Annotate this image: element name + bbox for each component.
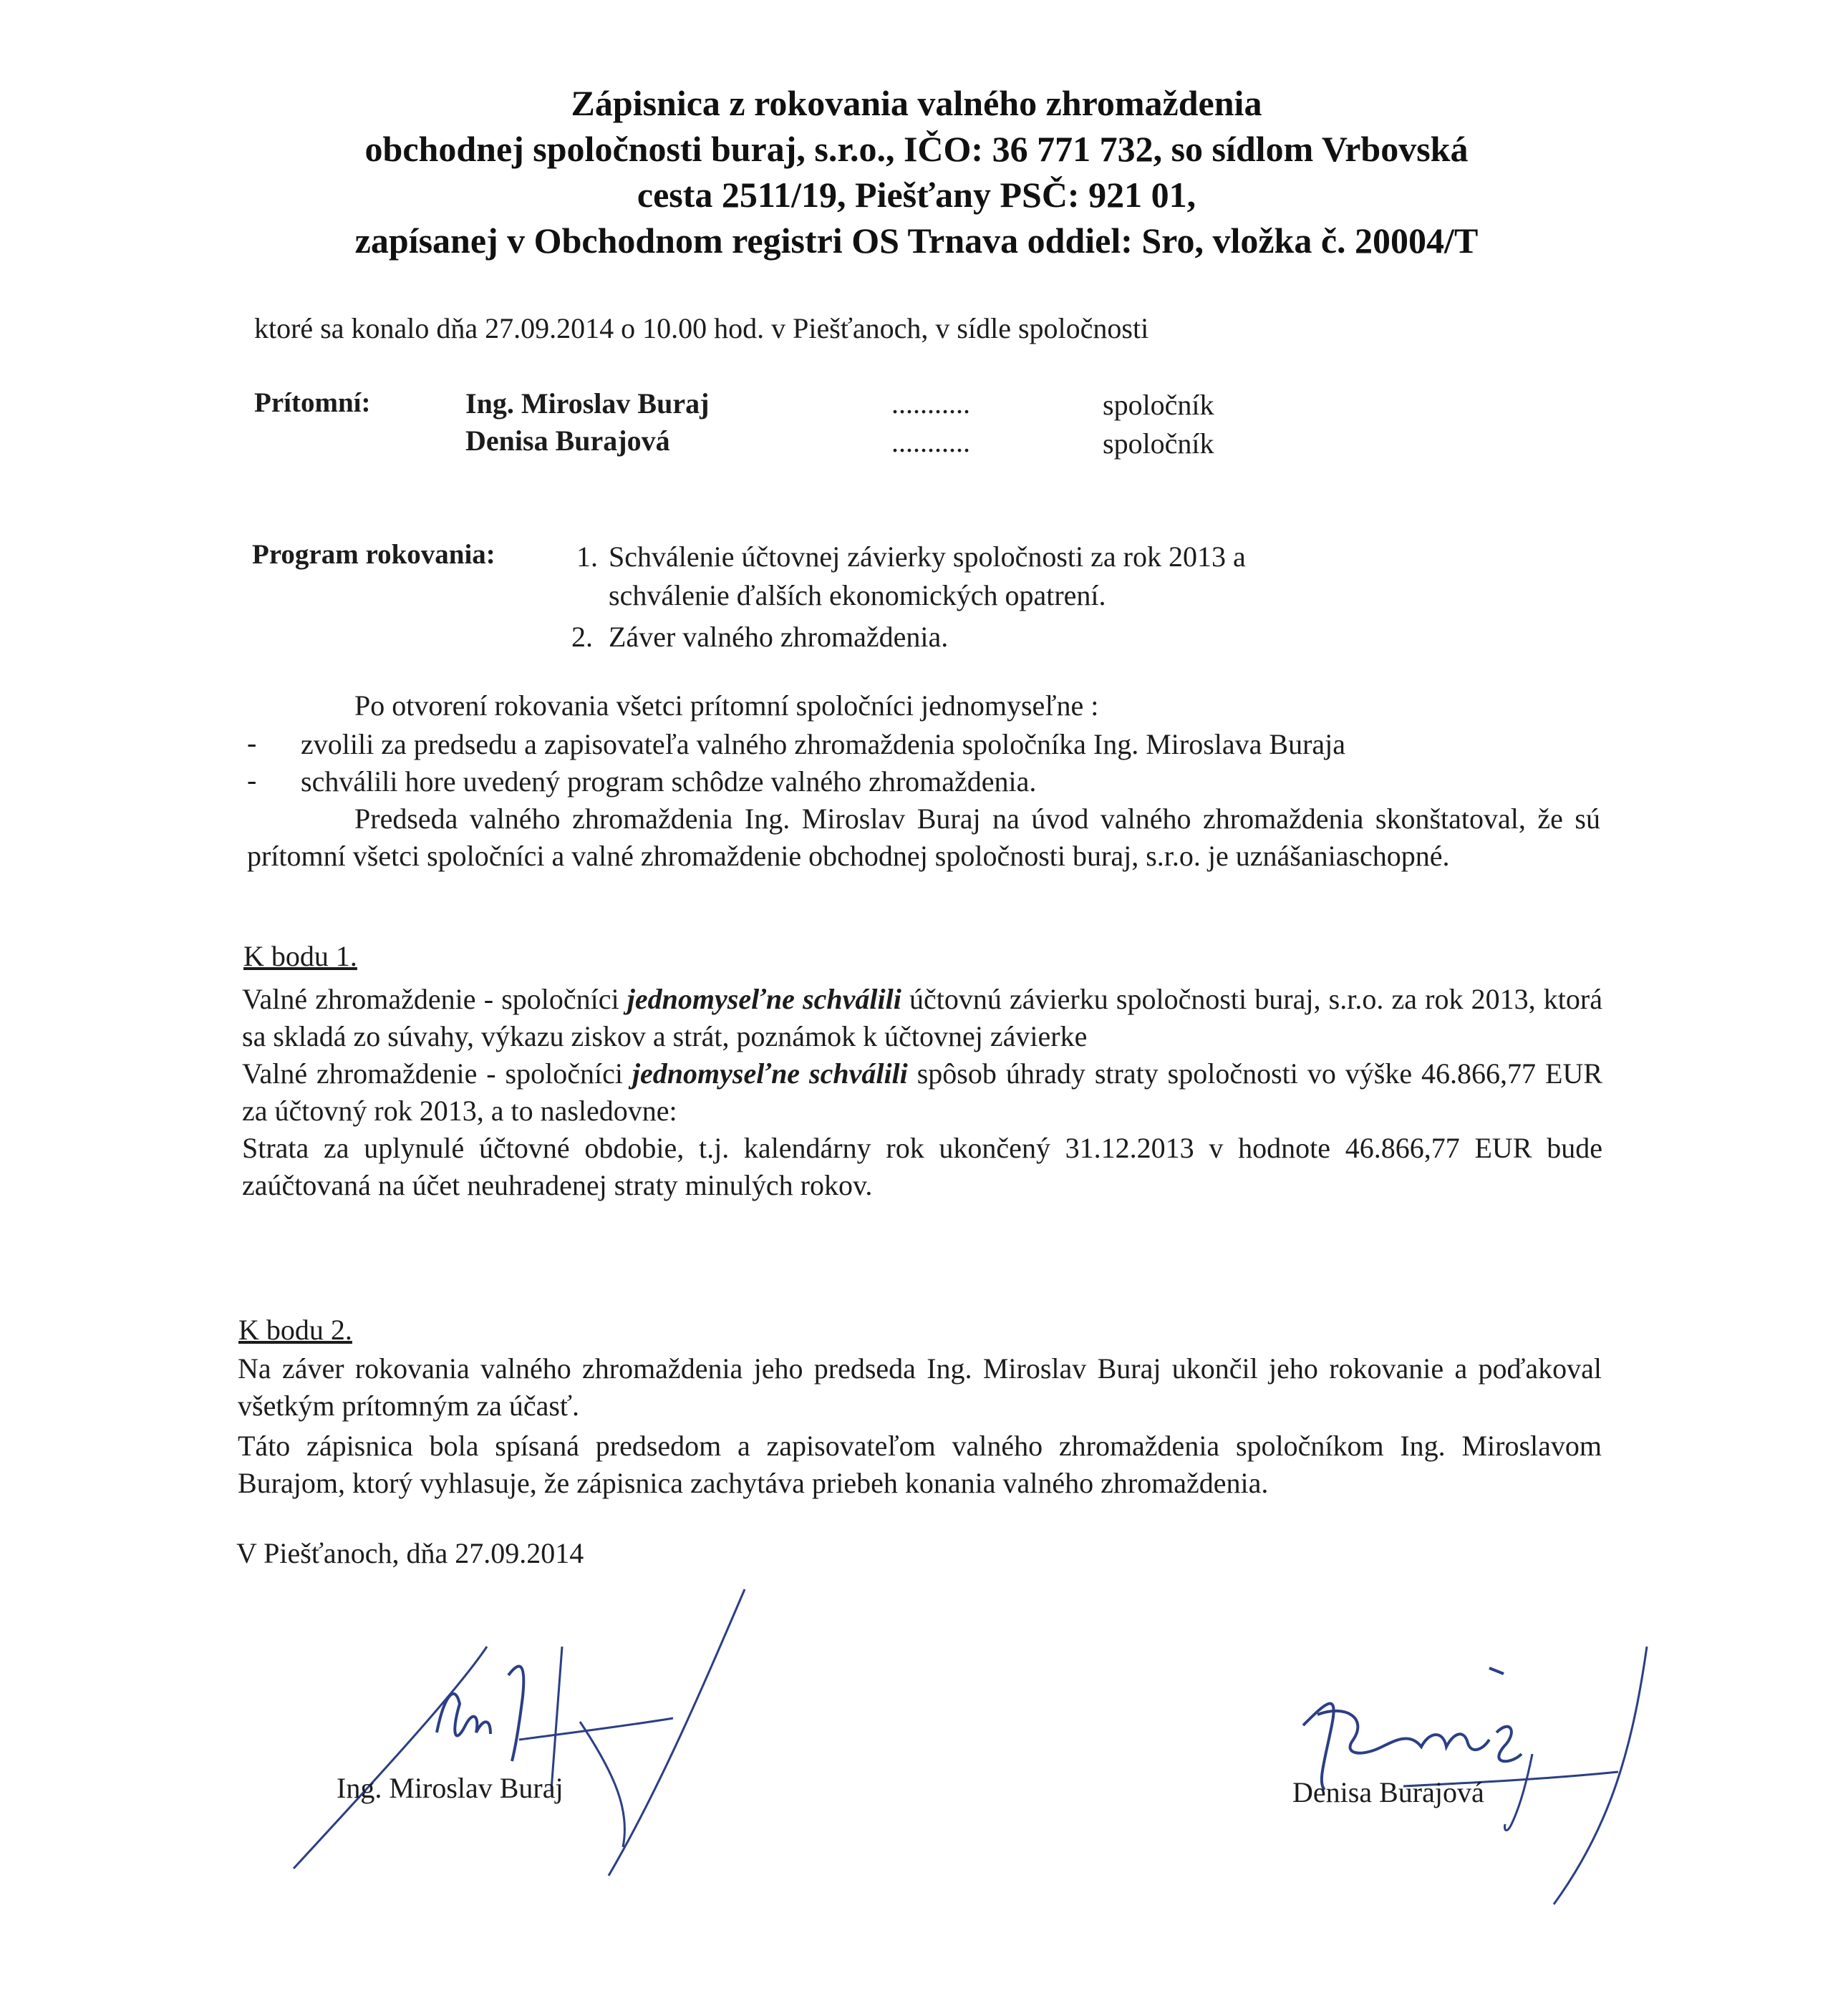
point1-p2-before: Valné zhromaždenie - spoločníci [242,1057,632,1090]
signature-name-1: Ing. Miroslav Buraj [337,1772,564,1804]
opening-intro: Po otvorení rokovania všetci prítomní spoločníci jednomyseľne : [354,689,1099,722]
attendee-name-2: Denisa Burajová [465,425,670,457]
attendee-name-1: Ing. Miroslav Buraj [465,387,710,420]
point1-paragraph-1 [242,981,1602,1055]
point2-paragraph-1: Na záver rokovania valného zhromaždenia jeho predseda Ing. Miroslav Buraj ukončil jeho rokovanie a poďakoval všetkým prítomným za účasť. [238,1352,1602,1422]
program-item-1-line-2: schválenie ďalších ekonomických opatrení. [609,579,1106,611]
title-line-4: zapísanej v Obchodnom registri OS Trnava oddiel: Sro, vložka č. 20004/T [354,220,1479,261]
point1-p1-before: Valné zhromaždenie - spoločníci [242,983,627,1015]
program-item-1-number: 1. [576,541,598,573]
document-title [215,80,1618,263]
point1-heading: K bodu 1. [243,940,357,972]
opening-bullet-1: zvolili za predsedu a zapisovateľa valného zhromaždenia spoločníka Ing. Miroslava Buraja [301,728,1346,760]
bullet-dash-2: - [247,764,257,796]
point2-paragraph-2: Táto zápisnica bola spísaná predsedom a zapisovateľom valného zhromaždenia spoločníkom Ing. Miroslavom Burajom, ktorý vyhlasuje, že zápisnica zachytáva priebeh konania valného zhromaždenia. [238,1430,1602,1499]
chair-statement: Predseda valného zhromaždenia Ing. Miroslav Buraj na úvod valného zhromaždenia skonštatoval, že sú prítomní všetci spoločníci a valné zhromaždenie obchodnej spoločnosti buraj, s.r.o. je uznášaniaschopné. [247,803,1600,872]
meeting-info: ktoré sa konalo dňa 27.09.2014 o 10.00 hod. v Piešťanoch, v sídle spoločnosti [254,312,1149,344]
program-item-2-line-1: Záver valného zhromaždenia. [609,621,949,653]
program-item-2-number: 2. [571,621,593,653]
title-line-2: obchodnej spoločnosti buraj, s.r.o., IČO: 36 771 732, so sídlom Vrbovská [364,129,1469,169]
point1-p2-after: spôsob úhrady straty spoločnosti vo výške 46.866,77 EUR za účtovný rok 2013, a to nasledovne: [242,1057,1603,1127]
program-label: Program rokovania: [252,539,495,570]
point2-heading: K bodu 2. [238,1314,352,1346]
attendance-label: Prítomní: [254,387,371,418]
signature-miroslav-buraj [272,1575,788,1904]
signature-name-2: Denisa Burajová [1292,1776,1484,1808]
attendee-dots-2: ........... [891,426,970,458]
title-line-1: Zápisnica z rokovania valného zhromaždenia [571,83,1262,123]
opening-bullet-2: schválili hore uvedený program schôdze valného zhromaždenia. [301,765,1037,798]
attendee-dots-1: ........... [891,387,970,420]
point1-paragraph-3: Strata za uplynulé účtovné obdobie, t.j. kalendárny rok ukončený 31.12.2013 v hodnote 46.866,77 EUR bude zaúčtovaná na účet neuhradenej straty minulých rokov. [242,1132,1602,1201]
bullet-dash-1: - [247,727,257,759]
point1-paragraph-2 [242,1055,1602,1130]
point1-p1-emphasis: jednomyseľne schválili [627,983,901,1015]
point1-p2-emphasis: jednomyseľne schválili [632,1057,908,1090]
place-date: V Piešťanoch, dňa 27.09.2014 [236,1537,584,1569]
attendee-role-1: spoločník [1103,389,1214,421]
program-item-1-line-1: Schválenie účtovnej závierky spoločnosti za rok 2013 a [609,541,1246,573]
title-line-3: cesta 2511/19, Piešťany PSČ: 921 01, [637,175,1196,215]
attendee-role-2: spoločník [1103,427,1214,460]
point1-p1-after: účtovnú závierku spoločnosti buraj, s.r.o. za rok 2013, ktorá sa skladá zo súvahy, výkazu ziskov a strát, poznámok k účtovnej závierke [242,983,1602,1052]
